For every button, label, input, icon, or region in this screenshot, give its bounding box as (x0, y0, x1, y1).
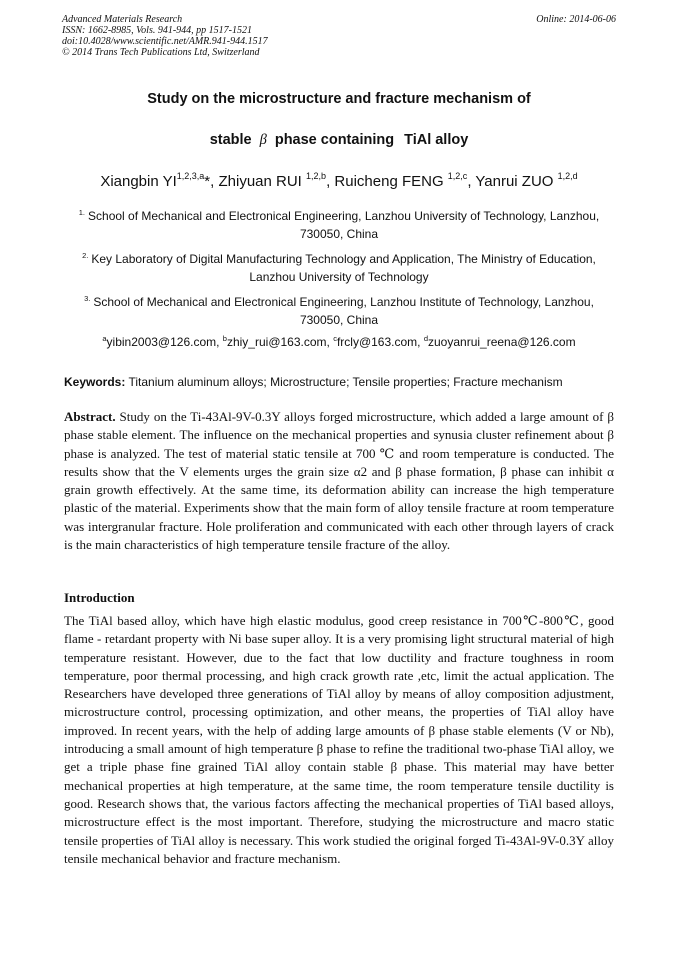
author-affil-sup: 1,2,d (557, 171, 578, 181)
author-list: Xiangbin YI$^{1,2,3,a}$*, Zhiyuan RUI $^{1,2,b}$, Ruicheng FENG $^{1,2,c}$, Yanrui ZUO $^{1,2,d}$ (100, 171, 578, 190)
abstract (64, 408, 614, 554)
author-name: Yanrui ZUO (475, 173, 558, 190)
copyright-line: © 2014 Trans Tech Publications Ltd, Switzerland (62, 47, 260, 58)
keywords-label: Keywords: (64, 375, 126, 389)
title-word-stable: stable (209, 132, 252, 148)
issn-line: ISSN: 1662-8985, Vols. 941-944, pp 1517-1521 (62, 25, 252, 36)
affiliation-3: $^{3.}$ School of Mechanical and Electronical Engineering, Lanzhou Institute of Technology, Lanzhou, 730050, China (84, 294, 594, 327)
author-name: Zhiyuan RUI (218, 173, 307, 190)
author-name: Xiangbin YI (100, 173, 177, 190)
author-name: Ruicheng FENG (334, 173, 448, 190)
author-affil-sup: 1,2,c (447, 171, 468, 181)
online-date: Online: 2014-06-06 (536, 14, 616, 25)
email-link[interactable]: zhiy_rui@163.com, (226, 335, 334, 349)
journal-header (62, 14, 616, 58)
affiliation-2: $^{2.}$ Key Laboratory of Digital Manufacturing Technology and Application, The Ministry of Education, Lanzhou University of Technology (82, 251, 596, 284)
title-beta-symbol: β (259, 132, 267, 148)
email-link[interactable]: frcly@163.com, (336, 335, 424, 349)
author-affil-sup: 1,2,b (306, 171, 327, 181)
title-tial-alloy: TiAl alloy (404, 132, 469, 148)
paper-title-line1: Study on the microstructure and fracture mechanism of (147, 91, 531, 107)
paper-title-line2 (62, 132, 616, 149)
author-affil-sup: 1,2,3,a (176, 171, 205, 181)
email-link[interactable]: zuoyanrui_reena@126.com (428, 335, 576, 349)
abstract-text: Study on the Ti-43Al-9V-0.3Y alloys forged microstructure, which added a large amount of β phase stable element. The influence on the mechanical properties and synusia cluster refinement about β phase is analyzed. The test of material static tensile at 700 ℃ and room temperature is conducted. The results show that the V elements urges the grain size α2 and β phase formation, β phase can inhibit α grain growth effectively. At the same time, its deformation ability can increase the high temperature plastic of the material. Experiments show that the main form of alloy tensile fracture at room temperature was intergranular fracture. Hole proliferation and communicated with each other through layers of crack is the main characteristics of high temperature tensile fracture of the alloy. (64, 409, 614, 553)
introduction-text: The TiAl based alloy, which have high elastic modulus, good creep resistance in 700℃-800℃, good flame - retardant property with Ni base super alloy. It is a very promising light structural material of high temperature resistant. However, due to the fact that low ductility and fracture toughness in room temperature, poor thermal processing, and high crack growth rate ,etc, limit the actual application. The Researchers have developed three generations of TiAl alloy by means of alloy composition adjustment, microstructure control, processing optimization, and other means, the properties of TiAl alloy have improved. In recent years, with the help of adding large amounts of β phase stable elements (V or Nb), introducing a small amount of high temperature β phase to refine the traditional two-phase TiAl alloy, we get a triple phase fine grained TiAl alloy contain stable β phase. This material may have better mechanical properties at high temperature, at the same time, the room temperature tensile ductility is good. Research shows that, the various factors affecting the mechanical properties of TiAl based alloys, microstructure effect is the most important. Therefore, studying the microstructure and macro static tensile properties of TiAl alloy is necessary. This work studied the original forged Ti-43Al-9V-0.3Y alloy tensile mechanical behavior and fracture mechanism. (64, 613, 614, 866)
doi-line: doi:10.4028/www.scientific.net/AMR.941-944.1517 (62, 36, 268, 47)
title-phase-containing: phase containing (274, 132, 395, 148)
section-heading-introduction: Introduction (64, 590, 135, 605)
affiliation-1: $^{1.}$ School of Mechanical and Electronical Engineering, Lanzhou University of Technology, Lanzhou, 730050, China (78, 208, 600, 241)
keywords (64, 375, 618, 389)
keywords-text: Titanium aluminum alloys; Microstructure; Tensile properties; Fracture mechanism (125, 375, 563, 389)
abstract-label: Abstract. (64, 409, 116, 424)
author-emails: $^a$yibin2003@126.com, $^b$zhiy_rui@163.com, $^c$frcly@163.com, $^d$zuoyanrui_reena@126.com (102, 334, 576, 349)
email-link[interactable]: yibin2003@126.com, (106, 335, 223, 349)
journal-name: Advanced Materials Research (62, 14, 183, 25)
